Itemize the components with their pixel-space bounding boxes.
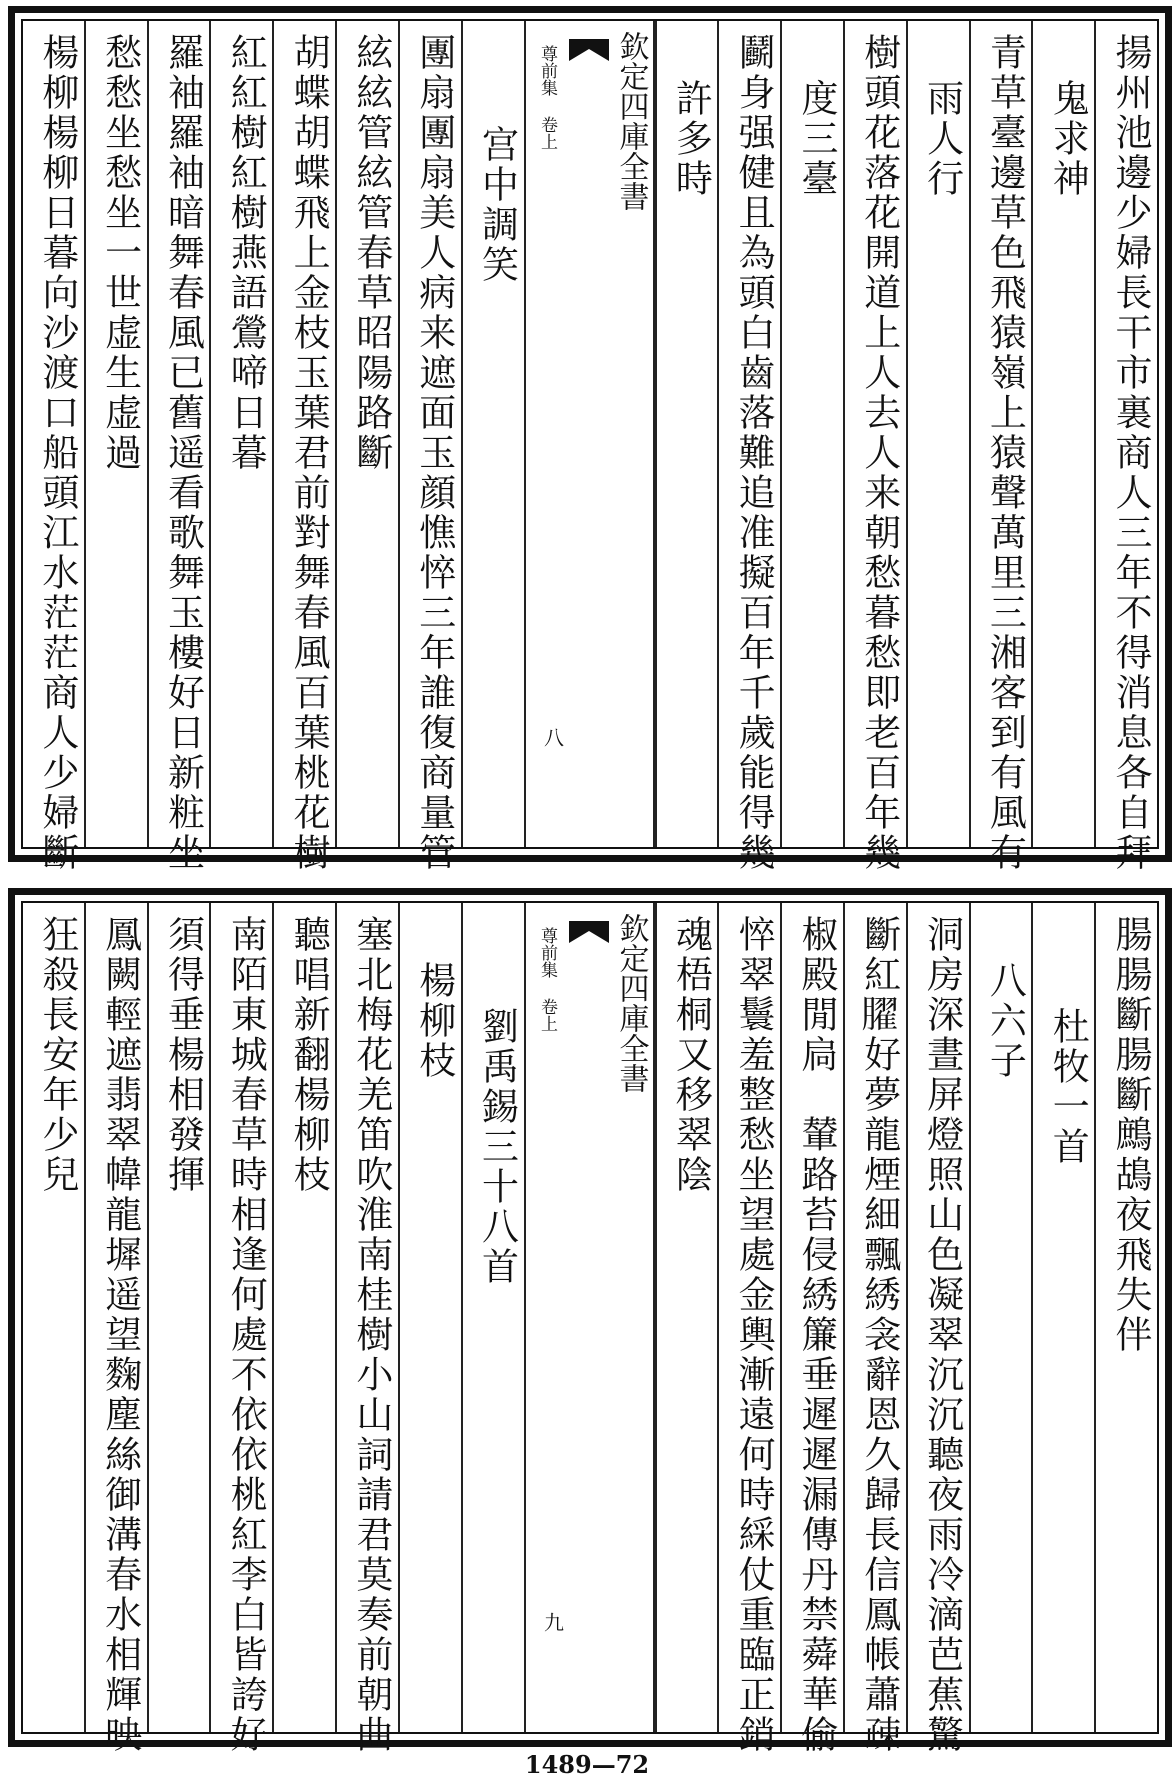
text-column: 塞北梅花羌笛吹淮南桂樹小山詞請君莫奏前朝曲 xyxy=(335,903,398,1732)
center-gutter xyxy=(524,903,655,1732)
gutter-volume: 尊前集 卷上 xyxy=(537,45,557,150)
text-column: 狂殺長安年少兒 xyxy=(35,915,79,1195)
text-column: 鬬身强健且為頭白齒落難追准擬百年千歲能得幾 xyxy=(717,21,780,847)
text-column: 悴翠鬟羞整愁坐望處金輿漸遠何時綵仗重臨正銷 xyxy=(717,903,780,1732)
text-column: 魂梧桐又移翠陰 xyxy=(655,903,718,1732)
page-folio-9 xyxy=(8,888,1172,1755)
text-column: 雨人行 xyxy=(906,21,969,847)
text-column: 椒殿閒扃 輦路苔侵綉簾垂遲遲漏傳丹禁蕣華偷 xyxy=(780,903,843,1732)
fishtail-mark-icon xyxy=(569,921,609,951)
text-column: 鳳闕輕遮翡翠幃龍墀遥望麴塵絲御溝春水相輝映 xyxy=(84,903,147,1732)
text-column: 腸腸斷腸斷鷓鴣夜飛失伴 xyxy=(1094,903,1157,1732)
gutter-title: 欽定四庫全書 xyxy=(613,913,649,1093)
text-column: 羅袖羅袖暗舞春風已舊遥看歌舞玉樓好日新粧坐 xyxy=(147,21,210,847)
gutter-title: 欽定四庫全書 xyxy=(613,31,649,211)
text-column: 度三臺 xyxy=(780,21,843,847)
text-column: 許多時 xyxy=(655,21,718,847)
text-column: 杜牧一首 xyxy=(1031,903,1094,1732)
text-column: 團扇團扇美人病来遮面玉顔憔悴三年誰復商量管 xyxy=(398,21,461,847)
text-column: 紅紅樹紅樹燕語鶯啼日暮 xyxy=(209,21,272,847)
text-column: 楊柳枝 xyxy=(398,903,461,1732)
text-column: 南陌東城春草時相逢何處不依依桃紅李白皆誇好 xyxy=(209,903,272,1732)
page-folio-8 xyxy=(8,6,1172,873)
text-columns xyxy=(21,19,1159,873)
text-column: 八六子 xyxy=(969,903,1032,1732)
fishtail-mark-icon xyxy=(569,39,609,69)
text-column: 鬼求神 xyxy=(1031,21,1094,847)
text-column: 劉禹錫三十八首 xyxy=(461,903,524,1732)
text-column: 青草臺邊草色飛猿嶺上猿聲萬里三湘客到有風有 xyxy=(969,21,1032,847)
text-column: 斷紅𦡱好夢龍煙細飄綉衾辭恩久歸長信鳳帳蕭疎 xyxy=(843,903,906,1732)
text-column: 愁愁坐愁坐一世虚生虚過 xyxy=(84,21,147,847)
gutter-page-number: 九 xyxy=(540,1612,565,1632)
text-column: 聽唱新翻楊柳枝 xyxy=(272,903,335,1732)
center-gutter xyxy=(524,21,655,847)
gutter-page-number: 八 xyxy=(540,727,565,747)
text-column: 洞房深晝屏燈照山色凝翠沉沉聽夜雨冷滴芭蕉驚 xyxy=(906,903,969,1732)
text-column: 楊柳楊柳日暮向沙渡口船頭江水茫茫商人少婦斷 xyxy=(35,33,79,873)
gutter-volume: 尊前集 卷上 xyxy=(537,927,557,1032)
text-columns xyxy=(21,901,1159,1755)
page-footer-number: 1489—72 xyxy=(524,1750,650,1779)
text-column: 揚州池邊少婦長干市裏商人三年不得消息各自拜 xyxy=(1094,21,1157,847)
text-column: 樹頭花落花開道上人去人来朝愁暮愁即老百年幾 xyxy=(843,21,906,847)
text-column: 絃絃管絃管春草昭陽路斷 xyxy=(335,21,398,847)
text-column: 胡蝶胡蝶飛上金枝玉葉君前對舞春風百葉桃花樹 xyxy=(272,21,335,847)
text-column: 宫中調笑 xyxy=(461,21,524,847)
text-column: 須得垂楊相發揮 xyxy=(147,903,210,1732)
